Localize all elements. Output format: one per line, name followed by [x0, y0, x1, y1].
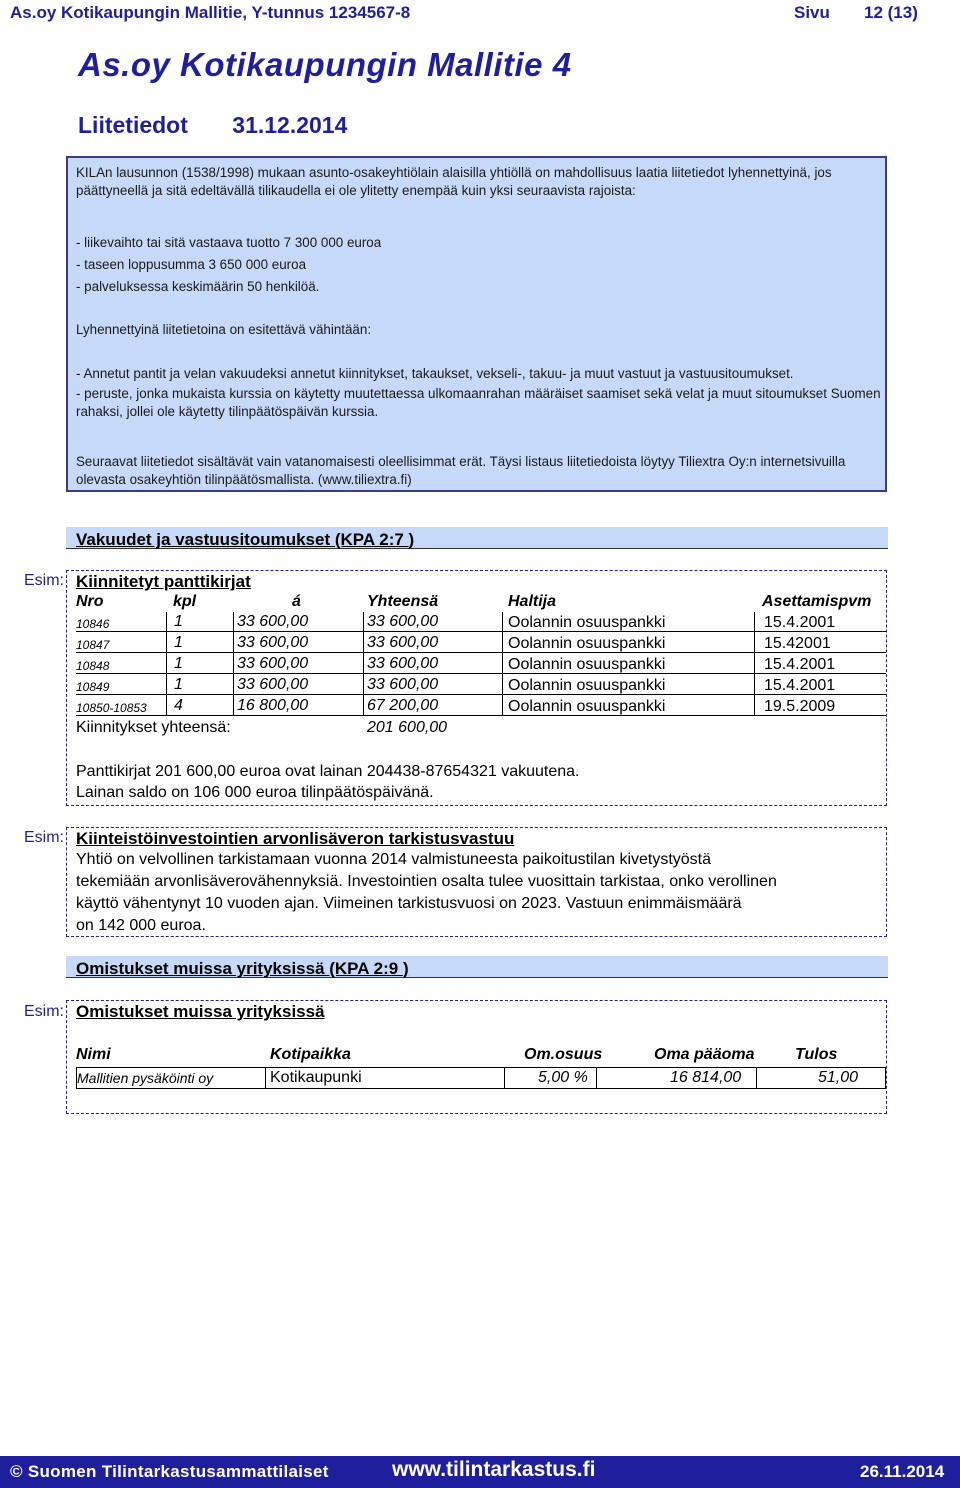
document-header-company: As.oy Kotikaupungin Mallitie, Y-tunnus 1234567-8	[10, 3, 411, 22]
row-kpl: 1	[174, 613, 183, 630]
row-each: 33 600,00	[237, 676, 309, 693]
row-total: 33 600,00	[367, 634, 439, 651]
page-label: Sivu	[794, 3, 830, 22]
row-holder: Oolannin osuuspankki	[508, 635, 666, 652]
col-header-total: Yhteensä	[367, 593, 439, 610]
page-number: 12 (13)	[864, 3, 918, 22]
row-kpl: 1	[174, 676, 183, 693]
pledges-note-1: Panttikirjat 201 600,00 euroa ovat lainan 204438-87654321 vakuutena.	[76, 763, 580, 780]
info-limit-3: - palveluksessa keskimäärin 50 henkilöä.	[76, 279, 320, 294]
info-limit-1: - liikevaihto tai sitä vastaava tuotto 7 300 000 euroa	[76, 235, 382, 250]
holding-result: 51,00	[818, 1069, 859, 1086]
row-each: 16 800,00	[237, 697, 309, 714]
col-header-nro: Nro	[76, 593, 104, 610]
vat-line-2: tekemiään arvonlisäverovähennyksiä. Investointien osalta tulee vuosittain tarkistaa, onko verollinen	[76, 873, 777, 890]
row-kpl: 1	[174, 655, 183, 672]
info-box	[66, 156, 887, 492]
holding-share: 5,00 %	[538, 1069, 588, 1086]
col-header-each: á	[292, 593, 301, 610]
info-paragraph-4: - peruste, jonka mukaista kurssia on käytetty muutettaessa ulkomaanrahan määräiset saamiset sekä velat ja muut sitoumukset Suomen rahaksi, jollei ole käytetty tilinpäätöspäivän kurssia.	[76, 386, 881, 419]
row-nro: 10849	[76, 680, 110, 694]
row-kpl: 1	[174, 634, 183, 651]
example-label: Esim:	[24, 1003, 64, 1020]
section-heading-holdings-paren: )	[402, 959, 409, 978]
row-holder: Oolannin osuuspankki	[508, 677, 666, 694]
notes-heading-label: Liitetiedot	[78, 112, 188, 138]
col-header-date: Asettamispvm	[762, 593, 872, 610]
row-date: 15.4.2001	[764, 677, 836, 694]
holding-equity: 16 814,00	[670, 1069, 742, 1086]
row-date: 19.5.2009	[764, 698, 836, 715]
notes-heading	[78, 112, 347, 139]
col-header-share: Om.osuus	[524, 1046, 603, 1063]
col-header-name: Nimi	[76, 1046, 111, 1063]
holding-name: Mallitien pysäköinti oy	[77, 1070, 214, 1086]
pledges-title: Kiinnitetyt panttikirjat	[76, 572, 251, 591]
row-each: 33 600,00	[237, 655, 309, 672]
row-each: 33 600,00	[237, 634, 309, 651]
row-date: 15.4.2001	[764, 614, 836, 631]
info-paragraph-2: Lyhennettyinä liitetietoina on esitettävä vähintään:	[76, 322, 372, 337]
row-total: 67 200,00	[367, 697, 439, 714]
example-label: Esim:	[24, 572, 64, 589]
vat-line-1: Yhtiö on velvollinen tarkistamaan vuonna 2014 valmistuneesta paikoitustilan kivetystyöstä	[76, 851, 712, 868]
row-nro: 10850-10853	[76, 701, 147, 715]
col-header-holder: Haltija	[508, 593, 557, 610]
col-header-kpl: kpl	[173, 593, 197, 610]
pledges-note-2: Lainan saldo on 106 000 euroa tilinpäätöspäivänä.	[76, 784, 434, 801]
pledges-total-value: 201 600,00	[367, 719, 448, 736]
company-title: As.oy Kotikaupungin Mallitie 4	[78, 46, 572, 83]
footer-website-link[interactable]: www.tilintarkastus.fi	[392, 1458, 596, 1481]
vat-title: Kiinteistöinvestointien arvonlisäveron tarkistusvastuu	[76, 829, 515, 848]
row-total: 33 600,00	[367, 676, 439, 693]
holding-domicile: Kotikaupunki	[270, 1069, 362, 1086]
col-header-result: Tulos	[795, 1046, 838, 1063]
pledges-total-label: Kiinnitykset yhteensä:	[76, 719, 231, 736]
row-total: 33 600,00	[367, 613, 439, 630]
info-paragraph-3: - Annetut pantit ja velan vakuudeksi annetut kiinnitykset, takaukset, vekseli-, takuu- ja muut vastuut ja vastuusitoumukset.	[76, 366, 794, 381]
info-paragraph-5: Seuraavat liitetiedot sisältävät vain vatanomaisesti oleellisimmat erät. Täysi listaus liitetiedoista löytyy Tiliextra Oy:n internetsivuilla olevasta osakeyhtiön tilinpäätösmallista. (www.tiliextra.fi)	[76, 454, 846, 487]
col-header-equity: Oma pääoma	[654, 1046, 755, 1063]
example-label: Esim:	[24, 829, 64, 846]
section-heading-holdings-text: Omistukset muissa yrityksissä (KPA 2:9	[76, 959, 403, 978]
row-holder: Oolannin osuuspankki	[508, 656, 666, 673]
row-nro: 10848	[76, 659, 110, 673]
notes-heading-date: 31.12.2014	[232, 112, 348, 138]
row-total: 33 600,00	[367, 655, 439, 672]
row-kpl: 4	[174, 697, 183, 714]
col-header-domicile: Kotipaikka	[270, 1046, 351, 1063]
page-footer	[0, 1456, 960, 1488]
row-holder: Oolannin osuuspankki	[508, 698, 666, 715]
row-nro: 10846	[76, 617, 110, 631]
row-date: 15.4.2001	[764, 656, 836, 673]
vat-line-3: käyttö vähentynyt 10 vuoden ajan. Viimeinen tarkistusvuosi on 2023. Vastuun enimmäismäärä	[76, 895, 742, 912]
section-heading-holdings	[66, 956, 888, 978]
section-heading-collateral-text: Vakuudet ja vastuusitoumukset (KPA 2:7	[76, 530, 409, 549]
row-each: 33 600,00	[237, 613, 309, 630]
row-date: 15.42001	[764, 635, 831, 652]
row-nro: 10847	[76, 638, 110, 652]
vat-line-4: on 142 000 euroa.	[76, 917, 206, 934]
footer-date: 26.11.2014	[860, 1462, 945, 1481]
section-heading-collateral	[66, 527, 888, 549]
row-holder: Oolannin osuuspankki	[508, 614, 666, 631]
footer-organization: © Suomen Tilintarkastusammattilaiset	[10, 1462, 329, 1481]
holdings-title: Omistukset muissa yrityksissä	[76, 1002, 325, 1021]
info-paragraph-1: KILAn lausunnon (1538/1998) mukaan asunto-osakeyhtiölain alaisilla yhtiöllä on mahdollisuus laatia liitetiedot lyhennettyinä, jos päättyneellä ja sitä edeltävällä tilikaudella ei ole ylitetty enempää kuin yksi seuraavista rajoista:	[76, 165, 832, 198]
info-limit-2: - taseen loppusumma 3 650 000 euroa	[76, 257, 307, 272]
section-heading-collateral-paren: )	[408, 530, 415, 549]
